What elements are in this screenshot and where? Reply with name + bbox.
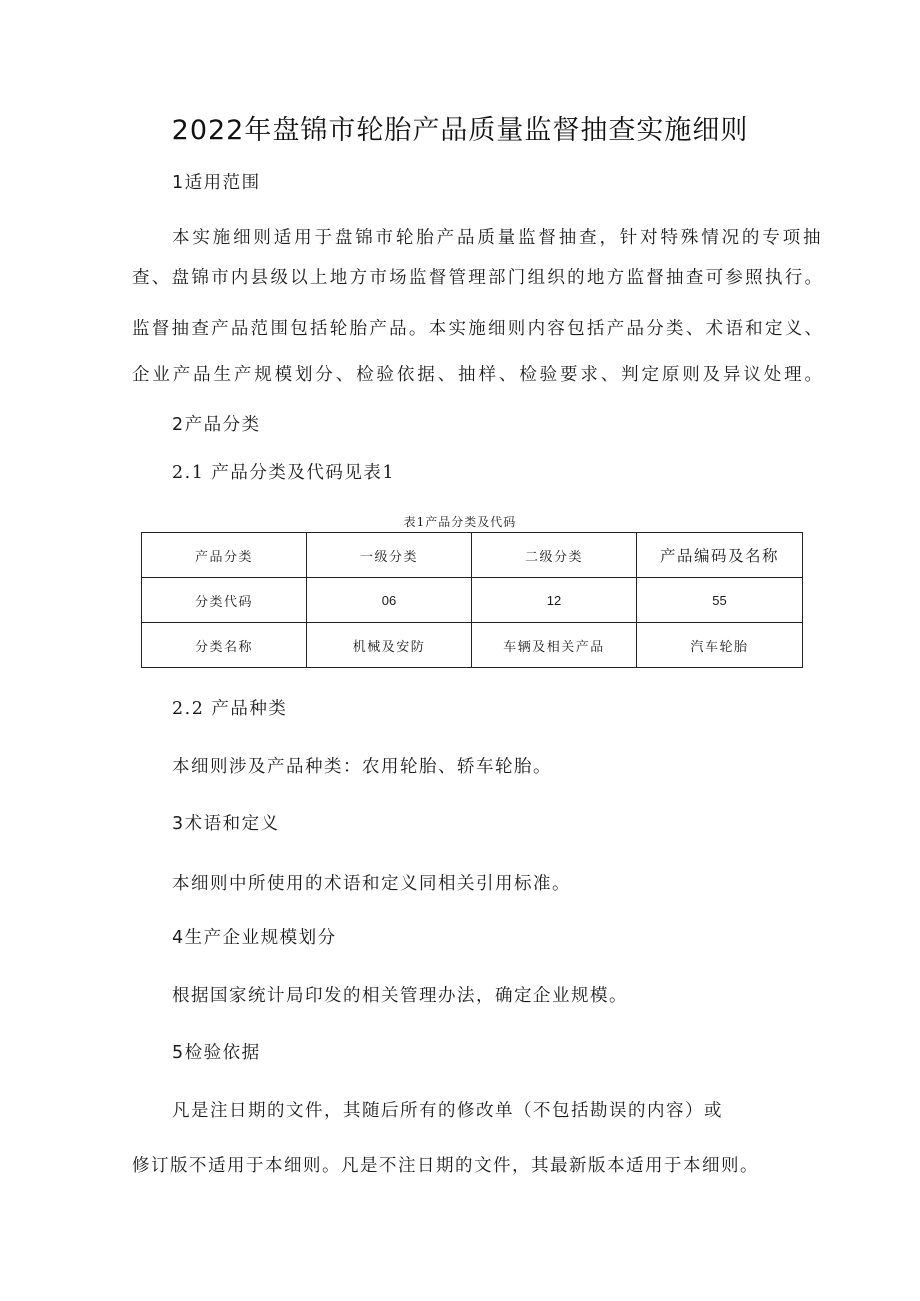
section-1-line-1: 本实施细则适用于盘锦市轮胎产品质量监督抽查，针对特殊情况的专项抽: [172, 228, 822, 248]
section-1-line-2: 查、盘锦市内县级以上地方市场监督管理部门组织的地方监督抽查可参照执行。: [132, 268, 822, 288]
section-2-1-heading: 2.1 产品分类及代码见表1: [172, 463, 396, 483]
table-cell: 车辆及相关产品: [472, 623, 637, 668]
section-1-line-4: 企业产品生产规模划分、检验依据、抽样、检验要求、判定原则及异议处理。: [132, 365, 822, 385]
table-1-caption: 表1产品分类及代码: [403, 515, 517, 529]
section-3-text: 本细则中所使用的术语和定义同相关引用标准。: [172, 874, 571, 894]
section-4-heading: 4生产企业规模划分: [172, 928, 337, 948]
table-header-cell: 产品编码及名称: [637, 533, 803, 578]
section-2-2-text: 本细则涉及产品种类：农用轮胎、轿车轮胎。: [172, 757, 552, 777]
section-1-heading: 1适用范围: [172, 173, 261, 193]
section-2-heading: 2产品分类: [172, 415, 261, 435]
section-5-line-1: 凡是注日期的文件，其随后所有的修改单（不包括勘误的内容）或: [172, 1101, 723, 1121]
table-header-cell: 一级分类: [307, 533, 472, 578]
section-3-heading: 3术语和定义: [172, 814, 280, 834]
table-cell: 分类代码: [142, 578, 307, 623]
table-row: [142, 578, 803, 623]
table-cell: 12: [472, 578, 637, 623]
document-title: 2022年盘锦市轮胎产品质量监督抽查实施细则: [171, 115, 749, 146]
section-5-heading: 5检验依据: [172, 1043, 261, 1063]
section-1-line-3: 监督抽查产品范围包括轮胎产品。本实施细则内容包括产品分类、术语和定义、: [132, 319, 822, 339]
table-cell: 机械及安防: [307, 623, 472, 668]
table-header-row: [142, 533, 803, 578]
table-cell: 分类名称: [142, 623, 307, 668]
table-cell: 汽车轮胎: [637, 623, 803, 668]
product-classification-table: [141, 532, 803, 668]
table-header-cell: 二级分类: [472, 533, 637, 578]
table-row: [142, 623, 803, 668]
section-5-line-2: 修订版不适用于本细则。凡是不注日期的文件，其最新版本适用于本细则。: [132, 1156, 759, 1176]
section-4-text: 根据国家统计局印发的相关管理办法，确定企业规模。: [172, 986, 628, 1006]
section-2-2-heading: 2.2 产品种类: [172, 699, 288, 719]
table-header-cell: 产品分类: [142, 533, 307, 578]
table-cell: 55: [637, 578, 803, 623]
table-cell: 06: [307, 578, 472, 623]
